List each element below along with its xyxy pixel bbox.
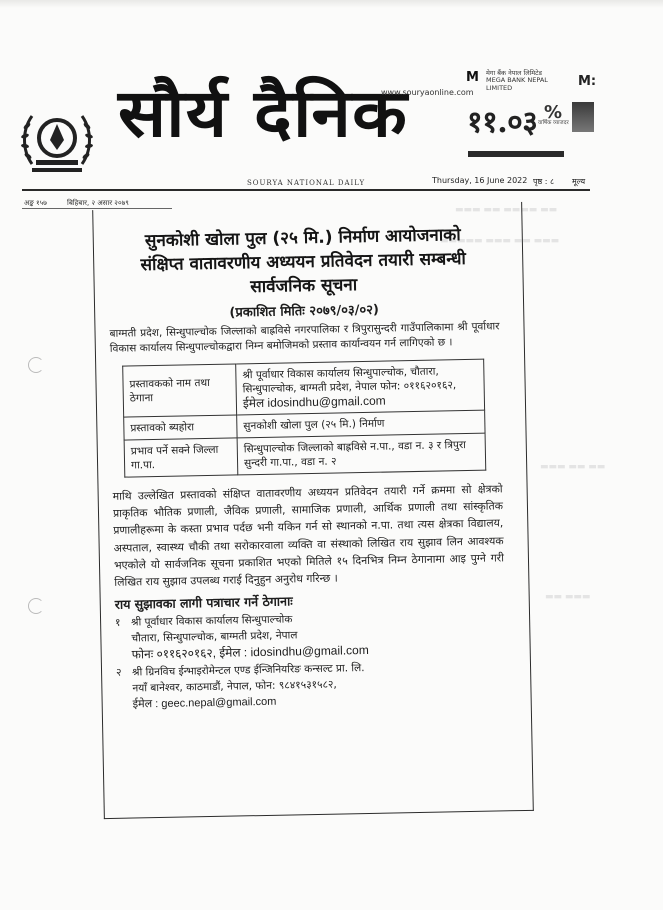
notice-heading-line: सुनकोशी खोला पुल (२५ मि.) निर्माण आयोजनाको [144,225,461,252]
newspaper-subline: SOURYA NATIONAL DAILY [247,179,366,187]
table-row [124,433,486,477]
table-value-cell: सुनकोशी खोला पुल (२५ मि.) निर्माण [237,410,485,438]
issue-number: अङ्क १५७ [24,199,47,207]
address-contact: ईमेल : geec.nepal@gmail.com [132,695,277,711]
ad-bar [468,151,564,157]
website-url: www.souryaonline.com [381,88,474,97]
bank-logo-icon: M [466,70,479,85]
bleed-through-text: ▬▬ ▬▬▬ [545,592,591,602]
address-line: चौतारा, सिन्धुपाल्चोक, बाग्मती प्रदेश, नेपाल [131,629,298,645]
punch-hole [28,598,44,614]
ad-photo [572,102,594,132]
bleed-through-text: ▬▬▬ ▬▬ ▬▬▬▬ ▬▬ [455,205,558,215]
interest-rate-figure: ११.०३ [467,105,538,140]
address-entry [115,608,506,663]
notice-intro: बाग्मती प्रदेश, सिन्धुपाल्चोक जिल्लाको बाह्रविसे नगरपालिका र त्रिपुरासुन्दरी गाउँपालिकामा श्री पूर्वाधार विकास कार्यालय सिन्धुपाल्चोकद्वारा निम्न बमोजिमको प्रस्ताव कार्यान्वयन गर्न लागिएको छ । [109,320,500,355]
address-number: २ [115,666,122,680]
interest-rate-suffix: % [544,102,563,123]
address-line: नयाँ बानेश्वर, काठमाडौं, नेपाल, फोन: ९८४१५३१५८२, [132,678,337,695]
table-label-cell: प्रभाव पर्ने सक्ने जिल्ला गा.पा. [124,438,238,477]
address-contact: फोनः ०११६२०१६२, ईमेल : idosindhu@gmail.com [131,643,369,662]
laurel-pen-emblem-icon [18,104,96,176]
publication-date: (प्रकाशित मितिः २०७९/०३/०२) [229,302,380,321]
table-value-cell: सिन्धुपाल्चोक जिल्लाको बाह्रविसे न.पा., वडा न. ३ र त्रिपुरा सुन्दरी गा.पा., वडा न. २ [237,433,486,475]
english-date: Thursday, 16 June 2022 [432,176,528,185]
notice-body: माथि उल्लेखित प्रस्तावको संक्षिप्त वातावरणीय अध्ययन प्रतिवेदन तयारी गर्ने क्रममा सो क्षेत्रको प्राकृतिक भौतिक प्रणाली, जैविक प्रणाली, सामाजिक प्रणाली, आर्थिक प्रणाली तथा सांस्कृतिक प्रणालीहरूमा के कस्ता प्रभाव पर्दछ भनी यकिन गर्न सो स्थानको न.पा. तथा त्यस क्षेत्रका विद्यालय, अस्पताल, स्वास्थ्य चौकी तथा सरोकारवाला व्यक्ति वा संस्थाको लिखित राय सुझाव लिन आवश्यक भएकोले यो सार्वजनिक सूचना प्रकाशित भएको मितिले १५ दिनभित्र निम्न ठेगानामा आइ पुग्ने गरी लिखित राय सुझाव उपलब्ध गराई दिनुहुन अनुरोध गरिन्छ । [112,482,505,589]
bank-name: मेगा बैंक नेपाल लिमिटेड MEGA BANK NEPAL LIMITED [486,69,548,92]
bleed-through-text: ▬▬▬ ▬▬ ▬▬ [540,462,606,472]
notice-heading-line: सार्वजनिक सूचना [250,275,358,298]
masthead-rule [22,189,590,191]
notice-heading-line: संक्षिप्त वातावरणीय अध्ययन प्रतिवेदन तयारी सम्बन्धी [140,249,467,276]
address-line: श्री ग्रिनविच ईन्भाइरोमेन्टल एण्ड ईन्जिनियरिङ कन्सल्ट प्रा. लि. [131,662,365,679]
table-label-cell: प्रस्तावको ब्यहोरा [124,415,237,440]
correspondence-heading: राय सुझावका लागी पत्राचार गर्ने ठेगानाः [114,593,293,613]
public-notice-box [92,202,534,819]
newspaper-title: सौर्य दैनिक [118,74,408,152]
page-number: पृष्ठ : ८ [533,177,555,186]
bleed-through-text: ▬▬▬▬▬ ▬▬▬ ▬▬ ▬▬▬ [440,236,560,246]
table-label-cell: प्रस्तावकको नाम तथा ठेगाना [123,364,237,417]
table-row [123,359,485,417]
notice-heading [108,222,499,301]
price-label: मूल्य [572,177,586,186]
proponent-email: ईमेल idosindhu@gmail.com [242,393,386,411]
punch-hole [28,357,44,373]
ad-corner-mark: M: [578,74,597,89]
proponent-address: श्री पूर्वाधार विकास कार्यालय सिन्धुपाल्चोक, चौतारा, सिन्धुपाल्चोक, बाग्मती प्रदेश, नेपाल फोन: ०११६२०१६२, [242,365,457,396]
address-line: श्री पूर्वाधार विकास कार्यालय सिन्धुपाल्चोक [131,613,293,629]
table-value-cell [236,359,485,415]
address-number: १ [115,616,121,630]
interest-rate-note: वार्षिक व्याजदर [538,120,569,126]
proposal-info-table [122,359,486,478]
address-entry [116,658,507,713]
paper-top-fold [0,0,663,8]
nepali-date: बिहिबार, २ असार २०७९ [67,199,129,207]
